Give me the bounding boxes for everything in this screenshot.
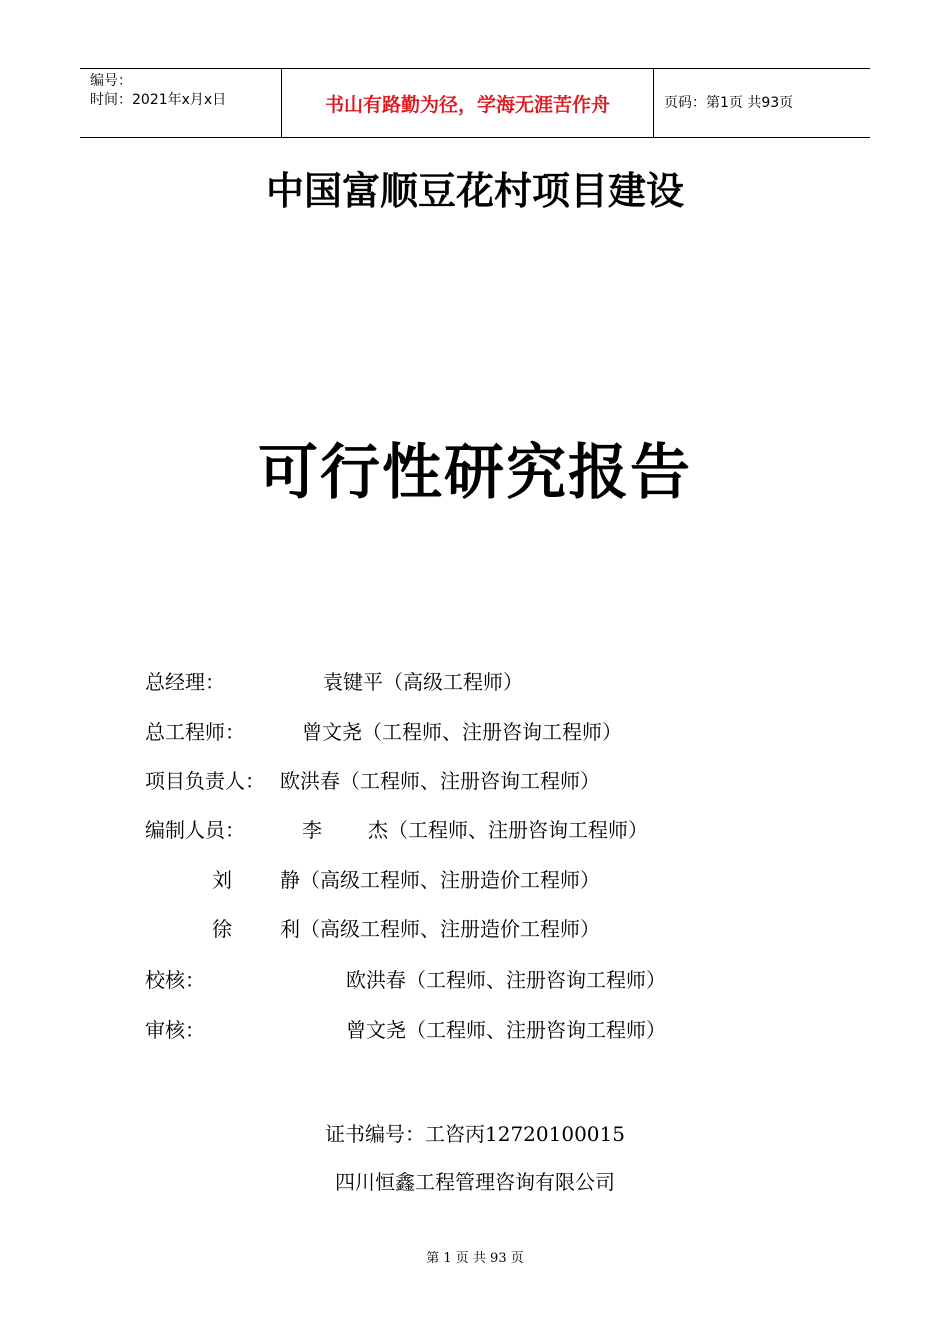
page-info: 页码：第1页 共93页	[664, 95, 794, 111]
staff-name: 袁键平（高级工程师）	[323, 670, 523, 694]
page-footer: 第 1 页 共 93 页	[426, 1251, 524, 1266]
certificate-number: 证书编号：工咨丙12720100015	[325, 1122, 625, 1146]
header-page-cell	[654, 69, 870, 137]
staff-role: 编制人员：	[145, 818, 245, 842]
staff-role: 审核：	[145, 1018, 205, 1042]
project-title: 中国富顺豆花村项目建设	[265, 169, 684, 213]
company-name: 四川恒鑫工程管理咨询有限公司	[335, 1170, 615, 1194]
time-label: 时间：2021年x月x日	[90, 92, 227, 108]
staff-name-rest: 利（高级工程师、注册造价工程师）	[280, 917, 600, 941]
staff-name: 欧洪春（工程师、注册咨询工程师）	[346, 968, 666, 992]
staff-role: 校核：	[145, 968, 205, 992]
staff-name-rest: 静（高级工程师、注册造价工程师）	[280, 868, 600, 892]
staff-role: 项目负责人：	[145, 769, 265, 793]
staff-name-surname: 徐	[212, 917, 232, 941]
staff-name-surname: 李	[302, 818, 322, 842]
number-label: 编号：	[90, 73, 132, 89]
staff-role: 总工程师：	[145, 720, 245, 744]
motto-text: 书山有路勤为径，学海无涯苦作舟	[324, 93, 610, 116]
header-meta-cell	[80, 69, 281, 137]
staff-name: 曾文尧（工程师、注册咨询工程师）	[302, 720, 622, 744]
staff-name: 曾文尧（工程师、注册咨询工程师）	[346, 1018, 666, 1042]
header-motto-cell	[281, 69, 654, 137]
staff-name-rest: 杰（工程师、注册咨询工程师）	[368, 818, 648, 842]
report-title: 可行性研究报告	[258, 438, 692, 508]
staff-name-surname: 刘	[212, 868, 232, 892]
staff-role: 总经理：	[145, 670, 225, 694]
document-header	[80, 68, 870, 138]
staff-name: 欧洪春（工程师、注册咨询工程师）	[280, 769, 600, 793]
